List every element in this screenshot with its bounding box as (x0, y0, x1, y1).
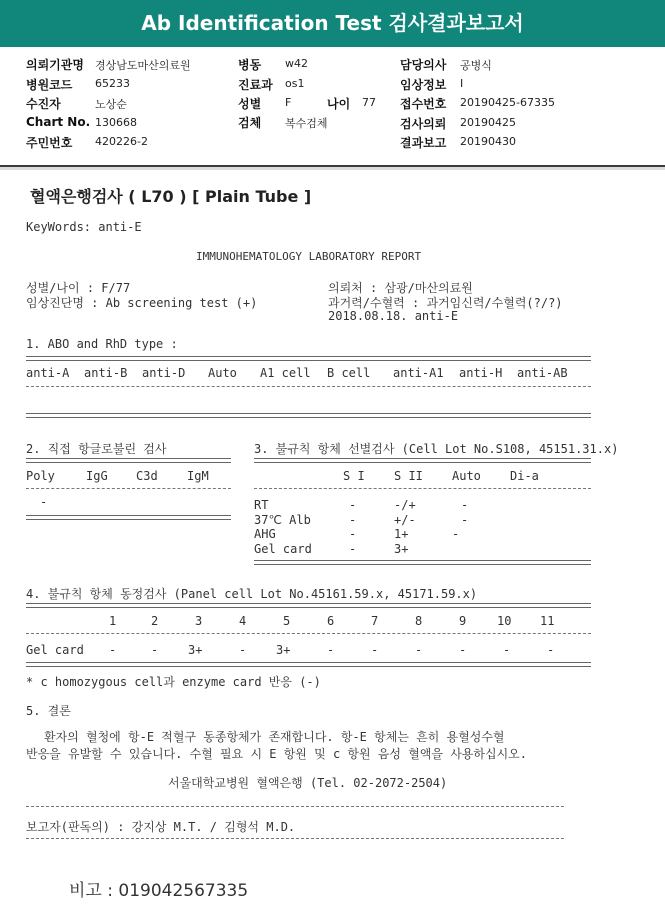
panel-col-number: 5 (283, 614, 291, 628)
panel-value: 3+ (188, 643, 203, 657)
request-value: 20190425 (460, 116, 516, 129)
screen-row-label: 37℃ Alb (254, 513, 311, 527)
hospital-value: 경상남도마산의료원 (95, 59, 191, 72)
report-date-value: 20190430 (460, 135, 516, 148)
patient-info-header (0, 47, 665, 165)
request-label: 검사의뢰 (400, 117, 447, 131)
clinical-label: 임상정보 (400, 78, 447, 92)
panel-col-number: 3 (195, 614, 203, 628)
section2-mid-rule (26, 488, 231, 489)
panel-col-number: 6 (327, 614, 335, 628)
panel-value: 3+ (276, 643, 291, 657)
doctor-value: 공병식 (460, 59, 492, 72)
ward-value: w42 (285, 57, 308, 70)
section1-title: 1. ABO and RhD type : (26, 337, 178, 351)
abo-col-b-cell: B cell (327, 366, 371, 380)
panel-col-number: 11 (540, 614, 555, 628)
screen-row-label: AHG (254, 527, 276, 541)
sex-label: 성별 (238, 97, 262, 111)
dept-value: os1 (285, 77, 305, 90)
screen-col-dia: Di-a (510, 469, 539, 483)
screen-row-auto: - (461, 498, 469, 512)
screen-col-sii: S II (394, 469, 423, 483)
abo-col-anti-a1: anti-A1 (393, 366, 444, 380)
panel-value: - (151, 643, 159, 657)
section4-top-rule (26, 603, 591, 608)
section3-top-rule (254, 458, 591, 463)
panel-value: - (109, 643, 117, 657)
screen-row-si: - (349, 513, 357, 527)
diagnosis: 임상진단명 : Ab screening test (+) (26, 296, 258, 310)
section3-title: 3. 불규칙 항체 선별검사 (Cell Lot No.S108, 45151.31.x) (254, 442, 619, 456)
panel-value: - (459, 643, 467, 657)
section5-title: 5. 결론 (26, 704, 71, 718)
dat-col-poly: Poly (26, 469, 55, 483)
dat-col-igg: IgG (86, 469, 108, 483)
screen-row-sii: -/+ (394, 498, 416, 512)
screen-row-si: - (349, 527, 357, 541)
keywords: KeyWords: anti-E (26, 220, 142, 234)
section1-top-rule (26, 356, 591, 361)
section4-mid-rule (26, 633, 591, 634)
screen-row-auto: - (461, 513, 469, 527)
panel-col-number: 1 (109, 614, 117, 628)
section4-bottom-rule (26, 662, 591, 667)
recipient-label: 수진자 (26, 97, 61, 111)
hosp-code-value: 65233 (95, 77, 130, 90)
panel-value: - (371, 643, 379, 657)
abo-col-anti-d: anti-D (142, 366, 186, 380)
screen-row-si: - (349, 542, 357, 556)
chart-value: 130668 (95, 116, 137, 129)
section1-bottom-rule (26, 413, 591, 418)
screen-row-sii: +/- (394, 513, 416, 527)
header-shadow (0, 167, 665, 170)
conclusion-line-1: 환자의 혈청에 항-E 적혈구 동종항체가 존재합니다. 항-E 항체는 흔히 용혈성수혈 (44, 730, 505, 744)
rrn-label: 주민번호 (26, 136, 73, 150)
panel-value: - (239, 643, 247, 657)
section2-bottom-rule (26, 515, 231, 520)
panel-col-number: 4 (239, 614, 247, 628)
abo-col-auto: Auto (208, 366, 237, 380)
panel-value: - (503, 643, 511, 657)
abo-col-a1-cell: A1 cell (260, 366, 311, 380)
accession-label: 접수번호 (400, 97, 447, 111)
dat-col-c3d: C3d (136, 469, 158, 483)
dat-poly-value: - (40, 495, 48, 509)
report-title: Ab Identification Test 검사결과보고서 (141, 11, 524, 35)
conclusion-line-2: 반응을 유발할 수 있습니다. 수혈 필요 시 E 항원 및 c 항원 음성 혈액을 사용하십시오. (26, 747, 527, 761)
panel-col-number: 9 (459, 614, 467, 628)
screen-col-si: S I (343, 469, 365, 483)
sex-value: F (285, 96, 292, 109)
panel-value: - (415, 643, 423, 657)
screen-col-auto: Auto (452, 469, 481, 483)
panel-col-number: 8 (415, 614, 423, 628)
remark: 비고 : 019042567335 (69, 881, 249, 901)
section4-title: 4. 불규칙 항체 동정검사 (Panel cell Lot No.45161.59.x, 45171.59.x) (26, 587, 478, 601)
panel-value: - (327, 643, 335, 657)
rrn-value: 420226-2 (95, 135, 148, 148)
reporter: 보고자(판독의) : 강지상 M.T. / 김형석 M.D. (26, 820, 296, 834)
panel-value: - (547, 643, 555, 657)
accession-value: 20190425-67335 (460, 96, 555, 109)
screen-row-label: Gel card (254, 542, 312, 556)
blood-bank-contact: 서울대학교병원 혈액은행 (Tel. 02-2072-2504) (168, 776, 448, 790)
section3-bottom-rule (254, 560, 591, 565)
screen-row-auto: - (452, 527, 460, 541)
panel-note: * c homozygous cell과 enzyme card 반응 (-) (26, 675, 321, 689)
report-date-label: 결과보고 (400, 136, 447, 150)
panel-col-number: 10 (497, 614, 512, 628)
abo-col-anti-b: anti-B (84, 366, 128, 380)
screen-row-label: RT (254, 498, 269, 512)
abo-col-anti-h: anti-H (459, 366, 503, 380)
clinical-value: I (460, 77, 464, 90)
age-label: 나이 (327, 97, 351, 111)
chart-label: Chart No. (26, 115, 91, 129)
section2-top-rule (26, 458, 231, 463)
section2-title: 2. 직접 항글로불린 검사 (26, 442, 167, 456)
requester: 의뢰처 : 삼광/마산의료원 (328, 281, 473, 295)
sex-age: 성별/나이 : F/77 (26, 281, 131, 295)
panel-col-number: 2 (151, 614, 159, 628)
abo-col-anti-a: anti-A (26, 366, 70, 380)
section3-mid-rule (254, 488, 591, 489)
age-value: 77 (362, 96, 376, 109)
hospital-label: 의뢰기관명 (26, 58, 84, 72)
doctor-label: 담당의사 (400, 58, 447, 72)
transfusion-history: 과거력/수혈력 : 과거임신력/수혈력(?/?) (328, 296, 563, 310)
doc-title: 혈액은행검사 ( L70 ) [ Plain Tube ] (30, 187, 312, 206)
dept-label: 진료과 (238, 78, 273, 92)
reporter-top-rule (26, 806, 564, 807)
abo-col-anti-ab: anti-AB (517, 366, 568, 380)
specimen-label: 검체 (238, 116, 262, 130)
recipient-value: 노상순 (95, 98, 127, 111)
screen-row-sii: 1+ (394, 527, 409, 541)
reporter-bottom-rule (26, 838, 564, 839)
ward-label: 병동 (238, 58, 262, 72)
section1-mid-rule (26, 386, 591, 387)
panel-row-label: Gel card (26, 643, 84, 657)
panel-col-number: 7 (371, 614, 379, 628)
screen-row-si: - (349, 498, 357, 512)
hosp-code-label: 병원코드 (26, 78, 73, 92)
dat-col-igm: IgM (187, 469, 209, 483)
history-date: 2018.08.18. anti-E (328, 309, 459, 323)
lab-report-heading: IMMUNOHEMATOLOGY LABORATORY REPORT (196, 250, 422, 263)
screen-row-sii: 3+ (394, 542, 409, 556)
specimen-value: 복수검체 (285, 117, 328, 130)
